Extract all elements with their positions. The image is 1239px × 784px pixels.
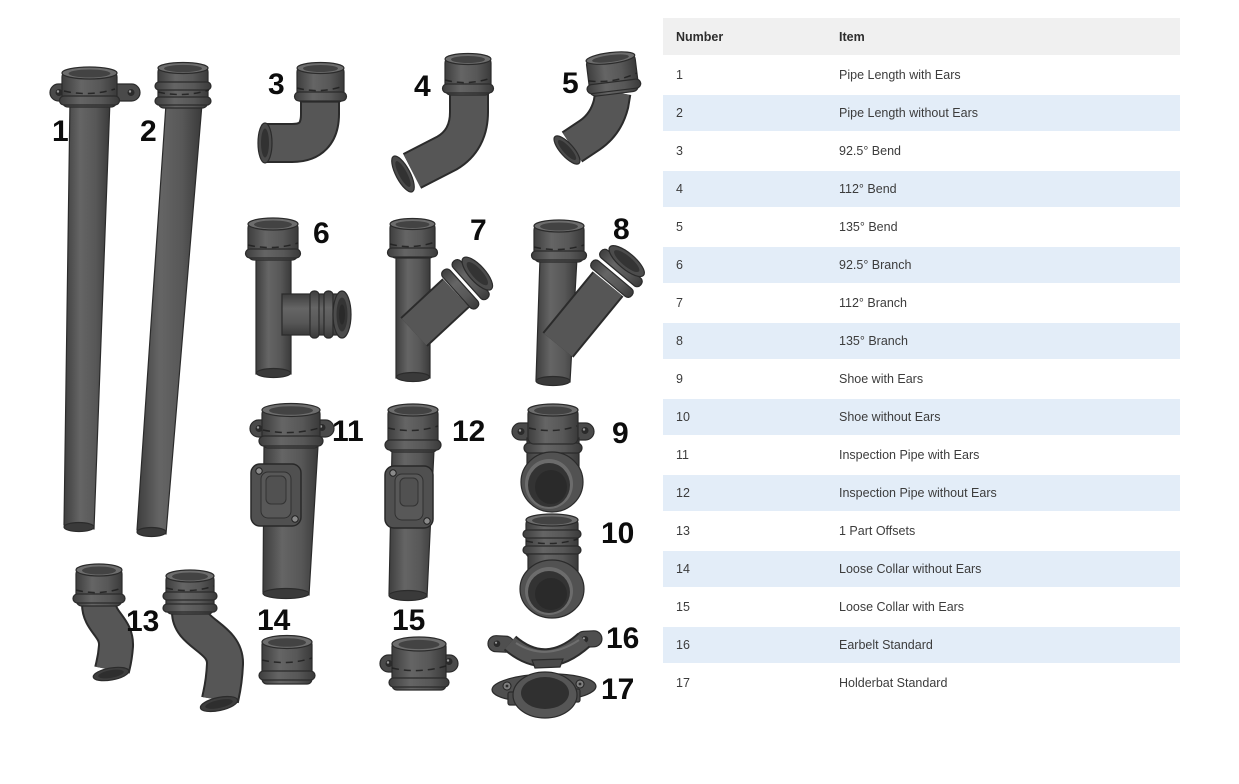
table-row	[663, 170, 1180, 208]
fitting-92-branch	[246, 218, 352, 378]
fitting-shoe-without-ears	[520, 514, 584, 618]
fitting-label-15: 15	[392, 604, 426, 637]
row-item-cell: Shoe with Ears	[826, 360, 1180, 398]
row-number-cell: 7	[663, 284, 826, 322]
row-number-cell: 15	[663, 588, 826, 626]
fitting-label-12: 12	[452, 415, 486, 448]
fitting-inspection-pipe-without-ears	[385, 404, 441, 601]
table-row	[663, 132, 1180, 170]
fitting-loose-collar-without-ears	[259, 636, 315, 685]
column-header-number: Number	[663, 18, 826, 56]
row-item-cell: 135° Branch	[826, 322, 1180, 360]
row-number-cell: 2	[663, 94, 826, 132]
row-number-cell: 11	[663, 436, 826, 474]
row-item-cell: Loose Collar with Ears	[826, 588, 1180, 626]
table-row	[663, 474, 1180, 512]
row-item-cell: Pipe Length without Ears	[826, 94, 1180, 132]
row-number-cell: 3	[663, 132, 826, 170]
table-row	[663, 322, 1180, 360]
fitting-inspection-pipe-with-ears	[250, 404, 334, 599]
fitting-label-17: 17	[601, 673, 635, 706]
row-number-cell: 5	[663, 208, 826, 246]
row-item-cell: Shoe without Ears	[826, 398, 1180, 436]
row-number-cell: 9	[663, 360, 826, 398]
table-row	[663, 360, 1180, 398]
fitting-label-11: 11	[332, 415, 364, 448]
table-row	[663, 56, 1180, 94]
fitting-label-3: 3	[268, 68, 285, 101]
table-header-row	[663, 18, 1180, 56]
table-row	[663, 398, 1180, 436]
row-number-cell: 1	[663, 56, 826, 94]
fitting-label-16: 16	[606, 622, 640, 655]
fitting-one-part-offsets	[73, 564, 239, 714]
row-item-cell: Loose Collar without Ears	[826, 550, 1180, 588]
row-item-cell: 92.5° Branch	[826, 246, 1180, 284]
table-row	[663, 588, 1180, 626]
row-item-cell: Inspection Pipe with Ears	[826, 436, 1180, 474]
row-item-cell: 112° Branch	[826, 284, 1180, 322]
fitting-label-13: 13	[126, 605, 160, 638]
row-number-cell: 16	[663, 626, 826, 664]
table-row	[663, 94, 1180, 132]
row-item-cell: Inspection Pipe without Ears	[826, 474, 1180, 512]
fitting-112-bend	[387, 54, 493, 195]
row-item-cell: Earbelt Standard	[826, 626, 1180, 664]
fitting-earbelt-standard	[488, 630, 603, 668]
table-row	[663, 512, 1180, 550]
column-header-item: Item	[826, 18, 1180, 56]
fitting-label-5: 5	[562, 67, 579, 100]
row-item-cell: 112° Bend	[826, 170, 1180, 208]
table-row	[663, 436, 1180, 474]
fitting-loose-collar-with-ears	[380, 637, 458, 690]
row-item-cell: 92.5° Bend	[826, 132, 1180, 170]
row-number-cell: 4	[663, 170, 826, 208]
row-number-cell: 13	[663, 512, 826, 550]
fitting-label-9: 9	[612, 417, 629, 450]
row-item-cell: Holderbat Standard	[826, 664, 1180, 702]
table-row	[663, 208, 1180, 246]
row-number-cell: 12	[663, 474, 826, 512]
fitting-label-14: 14	[257, 604, 291, 637]
fitting-label-4: 4	[414, 70, 431, 103]
table-row	[663, 626, 1180, 664]
table-row	[663, 550, 1180, 588]
table-row	[663, 246, 1180, 284]
row-item-cell: Pipe Length with Ears	[826, 56, 1180, 94]
row-number-cell: 17	[663, 664, 826, 702]
fittings-table-wrap	[663, 18, 1180, 703]
row-number-cell: 6	[663, 246, 826, 284]
fitting-label-8: 8	[613, 213, 630, 246]
fitting-label-10: 10	[601, 517, 635, 550]
table-row	[663, 664, 1180, 702]
fitting-shoe-with-ears	[512, 404, 594, 512]
fitting-135-branch	[532, 220, 652, 386]
row-number-cell: 10	[663, 398, 826, 436]
fitting-label-1: 1	[52, 115, 69, 148]
fitting-label-7: 7	[470, 214, 487, 247]
fittings-table	[663, 18, 1180, 703]
fitting-label-6: 6	[313, 217, 330, 250]
row-item-cell: 135° Bend	[826, 208, 1180, 246]
fitting-holderbat-standard	[492, 672, 597, 718]
row-number-cell: 14	[663, 550, 826, 588]
table-body	[663, 56, 1180, 702]
row-number-cell: 8	[663, 322, 826, 360]
row-item-cell: 1 Part Offsets	[826, 512, 1180, 550]
fitting-label-2: 2	[140, 115, 157, 148]
table-row	[663, 284, 1180, 322]
